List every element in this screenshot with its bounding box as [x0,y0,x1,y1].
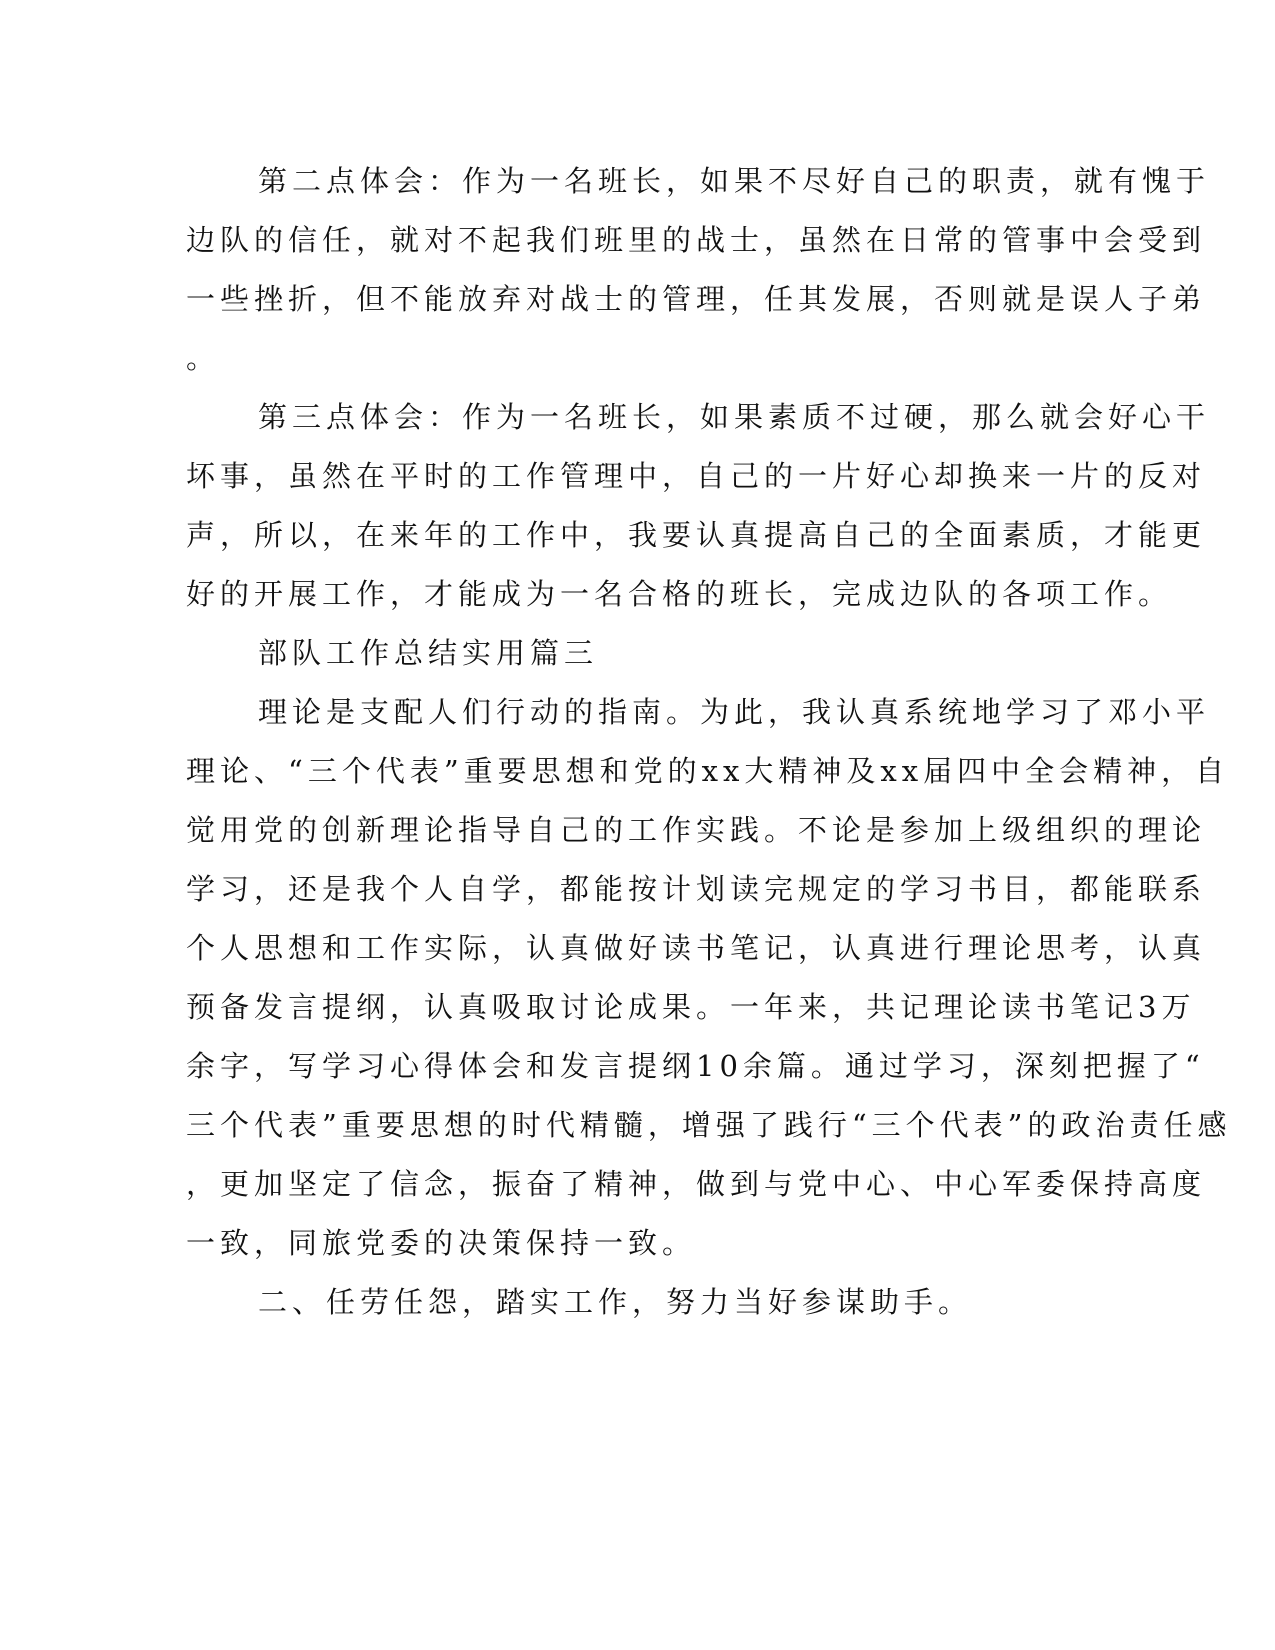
paragraph-line: 觉用党的创新理论指导自己的工作实践。不论是参加上级组织的理论 [186,813,1207,847]
document-body [186,152,1232,1332]
paragraph-line: 好的开展工作，才能成为一名合格的班长，完成边队的各项工作。 [186,577,1173,611]
paragraph-line: 。 [186,341,221,375]
paragraph-line: 个人思想和工作实际，认真做好读书笔记，认真进行理论思考，认真 [186,931,1207,965]
paragraph-line: 坏事，虽然在平时的工作管理中，自己的一片好心却换来一片的反对 [186,459,1207,493]
paragraph-line: 学习，还是我个人自学，都能按计划读完规定的学习书目，都能联系 [186,872,1207,906]
paragraph-line: 理论是支配人们行动的指南。为此，我认真系统地学习了邓小平 [258,695,1211,729]
paragraph-line: 三个代表”重要思想的时代精髓，增强了践行“三个代表”的政治责任感 [186,1108,1232,1142]
paragraph-line: 预备发言提纲，认真吸取讨论成果。一年来，共记理论读书笔记3万 [186,990,1196,1024]
section-heading: 部队工作总结实用篇三 [258,636,599,670]
paragraph-line: 一致，同旅党委的决策保持一致。 [186,1226,697,1260]
paragraph-line: 声，所以，在来年的工作中，我要认真提高自己的全面素质，才能更 [186,518,1207,552]
paragraph-line: 一些挫折，但不能放弃对战士的管理，任其发展，否则就是误人子弟 [186,282,1207,316]
paragraph-line: 第二点体会：作为一名班长，如果不尽好自己的职责，就有愧于 [258,164,1211,198]
paragraph-line: 理论、“三个代表”重要思想和党的xx大精神及xx届四中全会精神，自 [186,754,1230,788]
paragraph-line: 边队的信任，就对不起我们班里的战士，虽然在日常的管事中会受到 [186,223,1207,257]
section-heading: 二、任劳任怨，踏实工作，努力当好参谋助手。 [258,1285,973,1319]
paragraph-line: ，更加坚定了信念，振奋了精神，做到与党中心、中心军委保持高度 [186,1167,1207,1201]
paragraph-line: 余字，写学习心得体会和发言提纲10余篇。通过学习，深刻把握了“ [186,1049,1205,1083]
paragraph-line: 第三点体会：作为一名班长，如果素质不过硬，那么就会好心干 [258,400,1211,434]
